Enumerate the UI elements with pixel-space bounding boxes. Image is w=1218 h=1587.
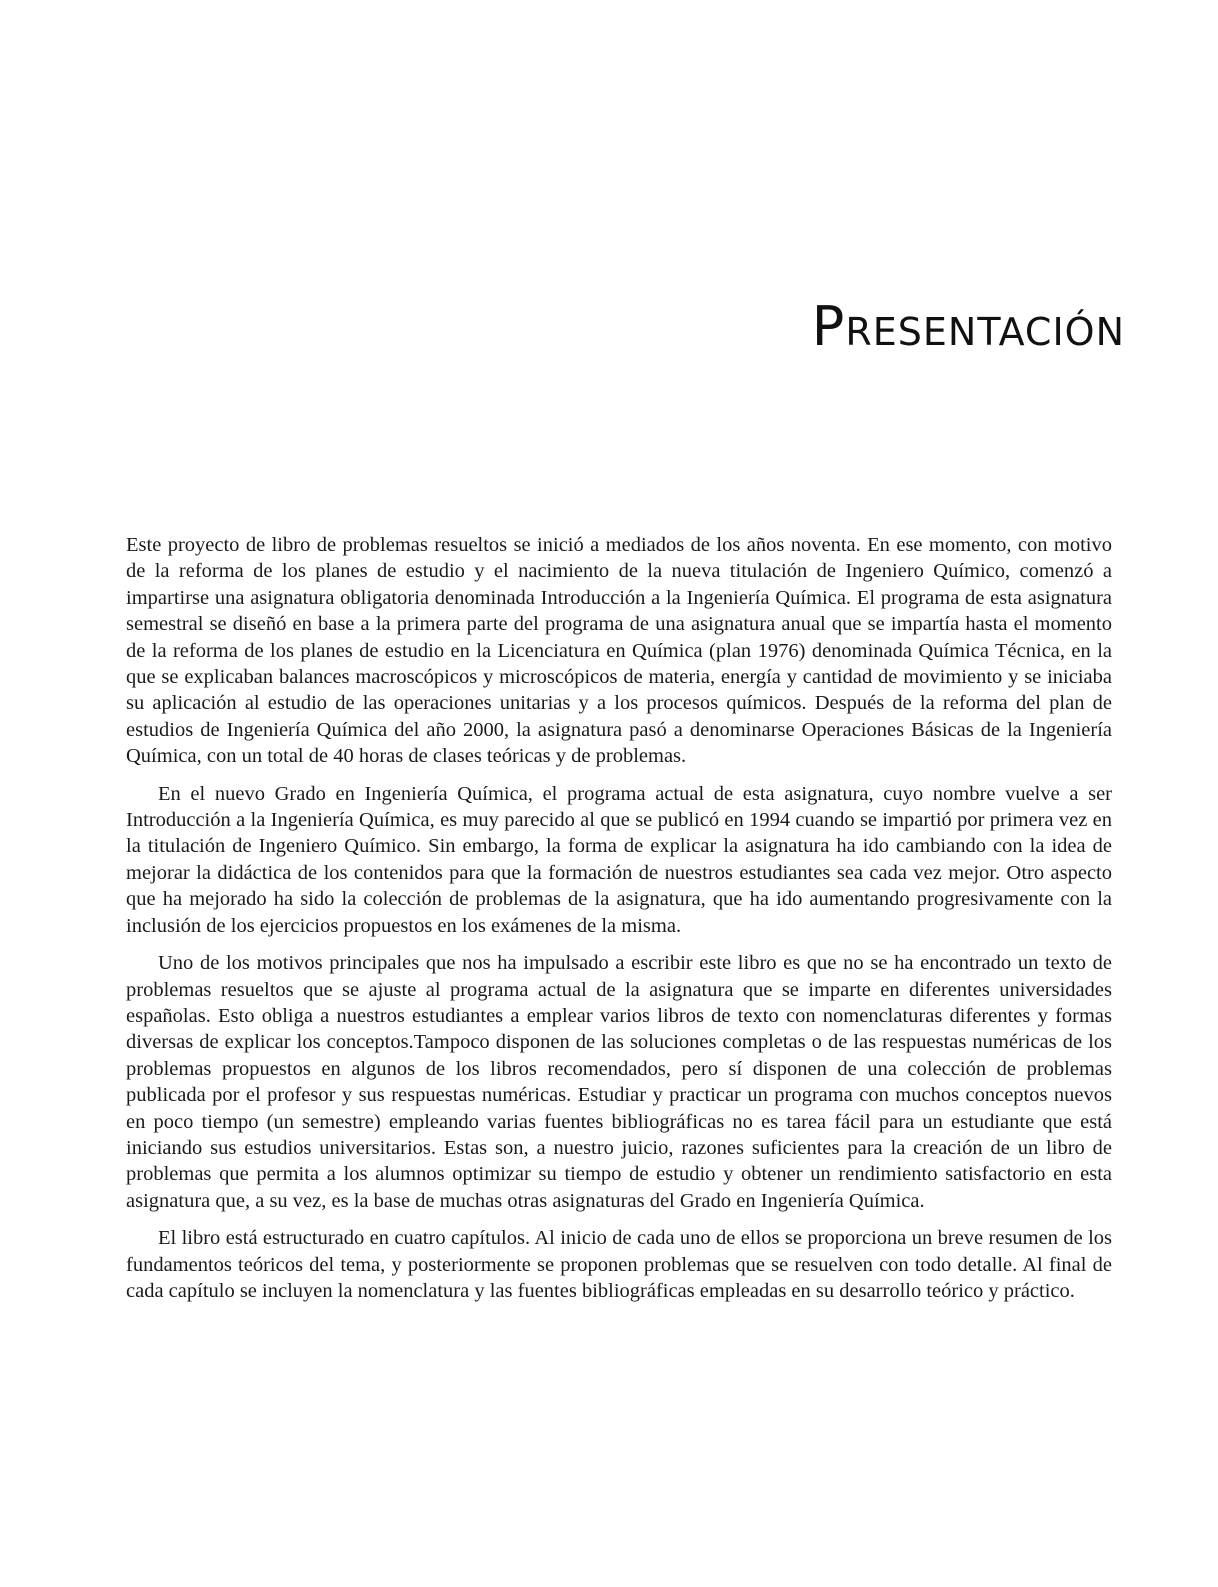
paragraph: Este proyecto de libro de problemas resueltos se inició a mediados de los años noventa. En ese momento, con motivo de la reforma de los planes de estudio y el nacimiento de la nueva titulación de Ingeniero Químico, comenzó a impartirse una asignatura obligatoria denominada Introducción a la Ingeniería Química. El programa de esta asignatura semestral se diseñó en base a la primera parte del programa de una asignatura anual que se impartía hasta el momento de la reforma de los planes de estudio en la Licenciatura en Química (plan 1976) denominada Química Técnica, en la que se explicaban balances macroscópicos y microscópicos de materia, energía y cantidad de movimiento y se iniciaba su aplicación al estudio de las operaciones unitarias y a los procesos químicos. Después de la reforma del plan de estudios de Ingeniería Química del año 2000, la asignatura pasó a denominarse Operaciones Básicas de la Ingeniería Química, con un total de 40 horas de clases teóricas y de problemas.	[126, 534, 1112, 768]
chapter-title: Presentación	[811, 295, 1125, 358]
body-text	[126, 532, 1112, 1315]
paragraph: En el nuevo Grado en Ingeniería Química, el programa actual de esta asignatura, cuyo nombre vuelve a ser Introducción a la Ingeniería Química, es muy parecido al que se publicó en 1994 cuando se impartió por primera vez en la titulación de Ingeniero Químico. Sin embargo, la forma de explicar la asignatura ha ido cambiando con la idea de mejorar la didáctica de los contenidos para que la formación de nuestros estudiantes sea cada vez mejor. Otro aspecto que ha mejorado ha sido la colección de problemas de la asignatura, que ha ido aumentando progresivamente con la inclusión de los ejercicios propuestos en los exámenes de la misma.	[126, 782, 1112, 937]
paragraph: Uno de los motivos principales que nos ha impulsado a escribir este libro es que no se ha encontrado un texto de problemas resueltos que se ajuste al programa actual de la asignatura que se imparte en diferentes universidades españolas. Esto obliga a nuestros estudiantes a emplear varios libros de texto con nomenclaturas diferentes y formas diversas de explicar los conceptos.Tampoco disponen de las soluciones completas o de las respuestas numéricas de los problemas propuestos en algunos de los libros recomendados, pero sí disponen de una colección de problemas publicada por el profesor y sus respuestas numéricas. Estudiar y practicar un programa con muchos conceptos nuevos en poco tiempo (un semestre) empleando varias fuentes bibliográficas no es tarea fácil para un estudiante que está iniciando sus estudios universitarios. Estas son, a nuestro juicio, razones suficientes para la creación de un libro de problemas que permita a los alumnos optimizar su tiempo de estudio y obtener un rendimiento satisfactorio en esta asignatura que, a su vez, es la base de muchas otras asignaturas del Grado en Ingeniería Química.	[126, 952, 1112, 1212]
paragraph: El libro está estructurado en cuatro capítulos. Al inicio de cada uno de ellos se proporciona un breve resumen de los fundamentos teóricos del tema, y posteriormente se proponen problemas que se resuelven con todo detalle. Al final de cada capítulo se incluyen la nomenclatura y las fuentes bibliográficas empleadas en su desarrollo teórico y práctico.	[126, 1227, 1112, 1302]
